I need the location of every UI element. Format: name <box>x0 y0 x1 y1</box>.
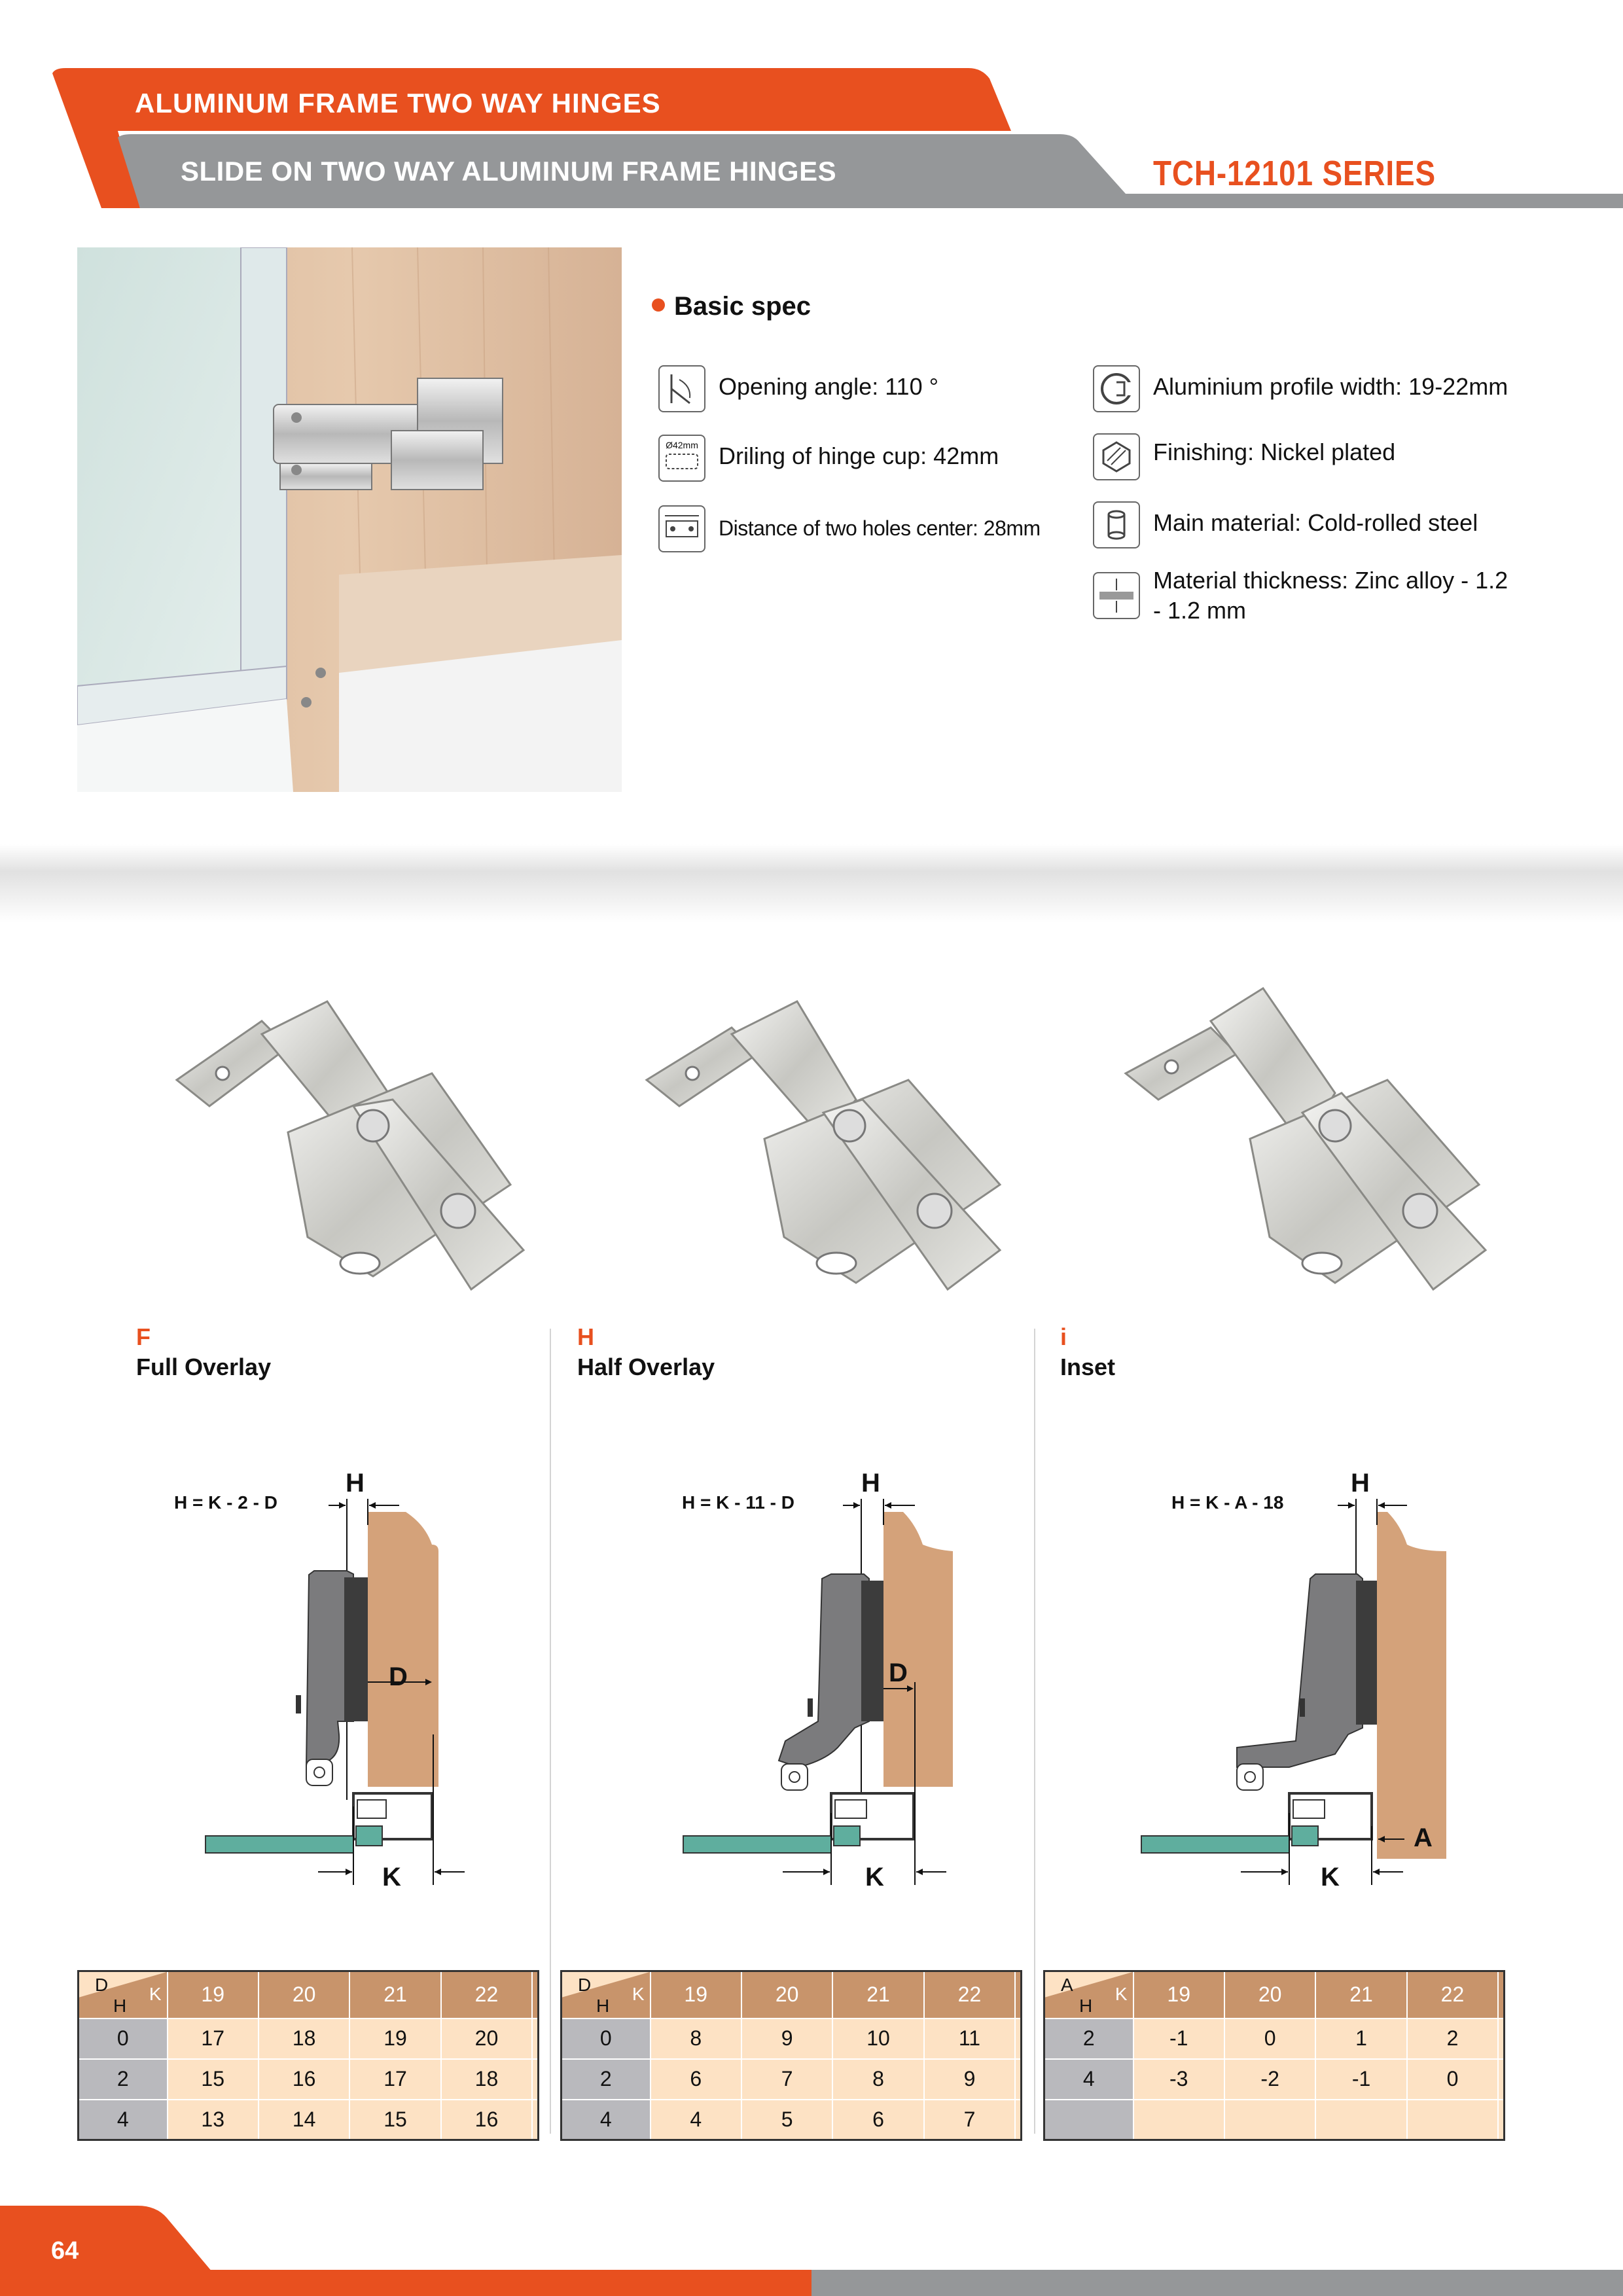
table-row <box>1044 2100 1505 2140</box>
opening-angle-icon <box>658 365 705 412</box>
table-header: 20 <box>741 1971 832 2018</box>
half-overlay-table <box>560 1970 1022 2141</box>
table-corner: D K H <box>562 1971 651 2018</box>
full-overlay-diagram <box>157 1460 550 1918</box>
type-code-inset: i <box>1060 1323 1067 1350</box>
page-title: ALUMINUM FRAME TWO WAY HINGES <box>135 88 661 118</box>
table-header: 22 <box>1407 1971 1498 2018</box>
table-header: 21 <box>1315 1971 1406 2018</box>
table-header: 22 <box>441 1971 532 2018</box>
full-overlay-table <box>77 1970 539 2141</box>
bullet-icon <box>652 298 665 312</box>
thickness-icon <box>1093 572 1140 619</box>
spec-holes-distance: Distance of two holes center: 28mm <box>719 516 1041 540</box>
footer-banner <box>0 2206 1623 2296</box>
label-k-half: K <box>865 1863 884 1892</box>
table-header: 22 <box>924 1971 1015 2018</box>
table-header: 21 <box>832 1971 923 2018</box>
table-row: 2 15 16 17 18 <box>79 2059 539 2100</box>
half-overlay-hinge-image <box>633 975 1039 1342</box>
inset-hinge-image <box>1113 975 1518 1342</box>
series-label: TCH-12101 SERIES <box>1153 154 1436 193</box>
table-row: 0 17 18 19 20 <box>79 2018 539 2059</box>
spec-title: Basic spec <box>652 292 811 321</box>
holes-distance-icon <box>658 505 705 552</box>
section-divider <box>0 844 1623 923</box>
table-row: 4 -3 -2 -1 0 <box>1044 2059 1505 2100</box>
spec-hinge-cup: Driling of hinge cup: 42mm <box>719 442 999 469</box>
finishing-icon <box>1093 433 1140 480</box>
type-name-full: Full Overlay <box>136 1354 272 1380</box>
table-header: 19 <box>1133 1971 1224 2018</box>
label-a-inset: A <box>1414 1823 1433 1852</box>
type-name-half: Half Overlay <box>577 1354 715 1380</box>
label-d-half: D <box>889 1659 908 1687</box>
table-row: 4 13 14 15 16 <box>79 2100 539 2140</box>
spec-profile-width: Aluminium profile width: 19-22mm <box>1153 373 1508 400</box>
table-row: 2 6 7 8 9 <box>562 2059 1022 2100</box>
label-h-inset: H <box>1351 1469 1370 1498</box>
spec-material: Main material: Cold-rolled steel <box>1153 509 1478 536</box>
table-header: 19 <box>651 1971 741 2018</box>
spec-thickness: Material thickness: Zinc alloy - 1.2 - 1.2 mm <box>1153 567 1508 624</box>
half-overlay-diagram <box>641 1460 1034 1918</box>
product-photo <box>77 247 622 792</box>
label-h-full: H <box>346 1469 365 1498</box>
table-corner: A K H <box>1044 1971 1133 2018</box>
spec-opening-angle: Opening angle: 110 ° <box>719 373 938 400</box>
table-row: 0 8 9 10 11 <box>562 2018 1022 2059</box>
formula-full: H = K - 2 - D <box>174 1492 277 1513</box>
page-subtitle: SLIDE ON TWO WAY ALUMINUM FRAME HINGES <box>181 156 837 187</box>
table-header: 20 <box>1224 1971 1315 2018</box>
hinge-cup-icon: Ø42mm <box>658 435 705 482</box>
formula-inset: H = K - A - 18 <box>1171 1492 1284 1513</box>
page-number: 64 <box>51 2237 79 2265</box>
spec-finishing: Finishing: Nickel plated <box>1153 439 1396 465</box>
formula-half: H = K - 11 - D <box>682 1492 794 1513</box>
table-corner: D K H <box>79 1971 168 2018</box>
table-header: 19 <box>168 1971 259 2018</box>
table-header: 20 <box>259 1971 349 2018</box>
label-d-full: D <box>389 1662 408 1691</box>
type-name-inset: Inset <box>1060 1354 1116 1380</box>
table-row: 2 -1 0 1 2 <box>1044 2018 1505 2059</box>
column-separator <box>1034 1329 1035 2134</box>
table-header: 21 <box>349 1971 440 2018</box>
inset-table <box>1043 1970 1505 2141</box>
label-h-half: H <box>861 1469 880 1498</box>
inset-diagram <box>1126 1460 1518 1918</box>
table-header <box>532 1971 538 2018</box>
full-overlay-hinge-image <box>157 975 563 1342</box>
material-icon <box>1093 501 1140 548</box>
label-k-inset: K <box>1321 1863 1340 1892</box>
label-k-full: K <box>382 1863 401 1892</box>
type-code-half: H <box>577 1323 594 1350</box>
profile-width-icon <box>1093 365 1140 412</box>
column-separator <box>550 1329 551 2134</box>
table-row: 4 4 5 6 7 <box>562 2100 1022 2140</box>
table-header <box>1015 1971 1021 2018</box>
type-code-full: F <box>136 1323 151 1350</box>
table-header <box>1498 1971 1504 2018</box>
